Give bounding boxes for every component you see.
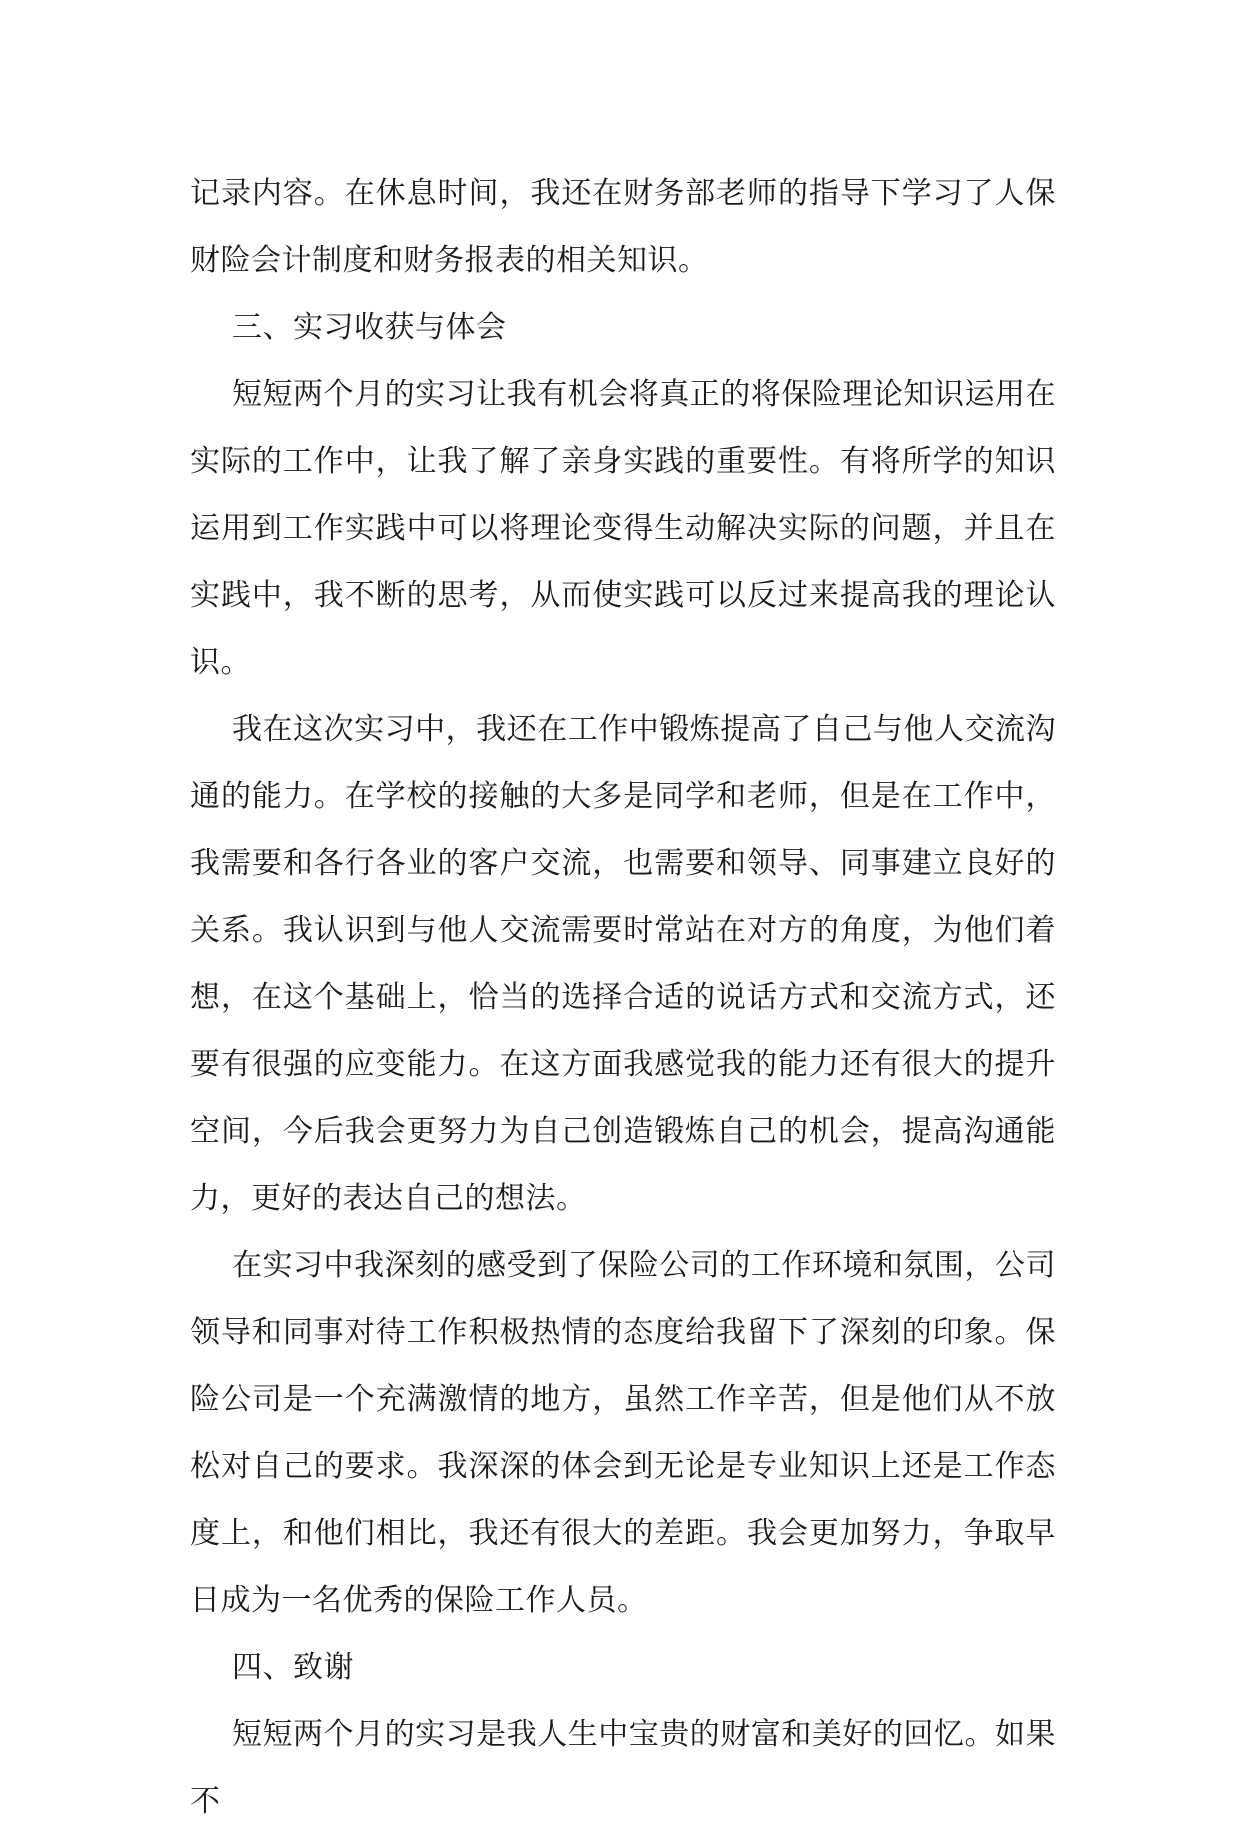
paragraph-continuation: 记录内容。在休息时间，我还在财务部老师的指导下学习了人保财险会计制度和财务报表的相关知识。 (190, 176, 1056, 278)
paragraph-theory-practice: 短短两个月的实习让我有机会将真正的将保险理论知识运用在实际的工作中，让我了解了亲身实践的重要性。有将所学的知识运用到工作实践中可以将理论变得生动解决实际的问题，并且在实践中，我不断的思考，从而使实践可以反过来提高我的理论认识。 (190, 377, 1056, 680)
section-heading-internship-gains: 三、实习收获与体会 (232, 310, 507, 345)
paragraph-acknowledgement: 短短两个月的实习是我人生中宝贵的财富和美好的回忆。如果不 (190, 1717, 1056, 1819)
section-heading-acknowledgements: 四、致谢 (232, 1650, 354, 1685)
paragraph-work-environment: 在实习中我深刻的感受到了保险公司的工作环境和氛围，公司领导和同事对待工作积极热情的态度给我留下了深刻的印象。保险公司是一个充满激情的地方，虽然工作辛苦，但是他们从不放松对自己的要求。我深深的体会到无论是专业知识上还是工作态度上，和他们相比，我还有很大的差距。我会更加努力，争取早日成为一名优秀的保险工作人员。 (190, 1248, 1056, 1618)
paragraph-communication: 我在这次实习中，我还在工作中锻炼提高了自己与他人交流沟通的能力。在学校的接触的大多是同学和老师，但是在工作中，我需要和各行各业的客户交流，也需要和领导、同事建立良好的关系。我认识到与他人交流需要时常站在对方的角度，为他们着想，在这个基础上，恰当的选择合适的说话方式和交流方式，还要有很强的应变能力。在这方面我感觉我的能力还有很大的提升空间，今后我会更努力为自己创造锻炼自己的机会，提高沟通能力，更好的表达自己的想法。 (190, 712, 1056, 1216)
document-body (190, 160, 1056, 1835)
